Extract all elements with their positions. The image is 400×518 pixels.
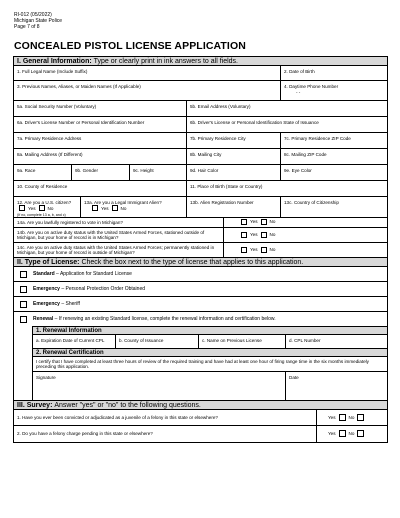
license-number-field[interactable]: [14, 117, 187, 132]
option-name: Standard: [33, 271, 55, 277]
county-of-residence-field[interactable]: [14, 181, 187, 196]
field-label: 14b. Are you on active duty status with the United States Armed Forces, stationed outside of Michigan, but your home of record is in Michigan?: [17, 230, 205, 241]
field-label: 8b. Mailing City: [190, 152, 222, 157]
page-number: Page 7 of 8: [14, 24, 40, 30]
date-field[interactable]: [286, 372, 387, 400]
option-label: [33, 316, 276, 322]
mailing-address-field[interactable]: [14, 149, 187, 164]
field-label: 3. Previous Names, Aliases, or Maiden Names (If Applicable): [17, 84, 141, 89]
hair-color-field[interactable]: [187, 165, 281, 180]
license-state-field[interactable]: [187, 117, 387, 132]
form-row: [14, 117, 387, 133]
field-label: b. County of Issuance: [119, 338, 164, 343]
renewal-checkbox[interactable]: [20, 316, 27, 323]
immigrant-yes-checkbox[interactable]: [92, 205, 98, 211]
field-label: Date: [289, 375, 299, 380]
form-row: [14, 165, 387, 181]
no-label: No: [120, 205, 127, 211]
field-label: 9a. Race: [17, 168, 36, 173]
field-label: 9d. Hair Color: [190, 168, 219, 173]
citizen-note: (If no, complete 13 a, b, and c): [17, 212, 66, 217]
primary-address-field[interactable]: [14, 133, 187, 148]
cpl-number-field[interactable]: [286, 335, 387, 348]
section-heading: I. General Information:: [17, 58, 92, 65]
emergency-ppo-checkbox[interactable]: [20, 286, 27, 293]
field-label: c. Name on Previous License: [202, 338, 262, 343]
active-duty-outside-question: [14, 228, 224, 242]
expiration-date-field[interactable]: [33, 335, 116, 348]
yes-label: Yes: [328, 414, 336, 420]
form-title: CONCEALED PISTOL LICENSE APPLICATION: [14, 40, 246, 52]
field-label: 14a. Are you lawfully registered to vote in Michigan?: [17, 220, 123, 225]
no-label: No: [269, 232, 276, 238]
no-label: No: [348, 414, 355, 420]
field-label: 2. Date of Birth: [284, 69, 315, 74]
field-label: 1. Full Legal Name (Include Suffix): [17, 69, 88, 74]
yes-label: Yes: [101, 205, 109, 211]
renewal-block: [14, 326, 387, 401]
section-license-type-header: [14, 258, 387, 267]
primary-zip-field[interactable]: [281, 133, 387, 148]
date-of-birth-field[interactable]: [281, 66, 387, 80]
option-name: Emergency: [33, 286, 60, 292]
active-duty-inside-question: [14, 243, 224, 257]
active-duty-outside-answer: [224, 228, 387, 242]
field-label: 4. Daytime Phone Number: [284, 84, 339, 89]
renewal-certification-header: 2. Renewal Certification: [33, 349, 387, 357]
option-description: – Sheriff: [59, 301, 80, 307]
field-label: 8c. Mailing ZIP Code: [284, 152, 327, 157]
standard-license-checkbox[interactable]: [20, 271, 27, 278]
question-text: 1. Have you ever been convicted or adjudicated as a juvenile of a felony in this state or elsewhere?: [17, 415, 218, 420]
license-option-emergency-ppo: [14, 282, 387, 297]
eye-color-field[interactable]: [281, 165, 387, 180]
no-label: No: [269, 219, 276, 225]
citizen-yes-checkbox[interactable]: [19, 205, 25, 211]
form-row: [14, 243, 387, 258]
place-of-birth-field[interactable]: [187, 181, 387, 196]
renewal-subform: [32, 326, 387, 400]
section-heading: II. Type of License:: [17, 259, 80, 266]
option-description: – If renewing an existing Standard license, complete the renewal information and certification below.: [53, 316, 276, 322]
field-label: Signature: [36, 375, 56, 380]
previous-names-field[interactable]: [14, 81, 281, 100]
field-label: 13a. Are you a Legal Immigrant Alien?: [84, 200, 162, 205]
section-instruction: Answer "yes" or "no" to the following questions.: [54, 402, 201, 409]
emergency-sheriff-checkbox[interactable]: [20, 301, 27, 308]
us-citizen-question: [14, 197, 81, 217]
yes-label: Yes: [28, 205, 36, 211]
form-row: [14, 66, 387, 81]
field-label: 6b. Driver's License or Personal Identification State of Issuance: [190, 120, 319, 125]
duty-outside-no-checkbox[interactable]: [261, 232, 267, 238]
email-field[interactable]: [187, 101, 387, 116]
vote-no-checkbox[interactable]: [261, 219, 267, 225]
ssn-field[interactable]: [14, 101, 187, 116]
option-name: Emergency: [33, 301, 60, 307]
form-number: RI-012 (05/2022): [14, 12, 52, 18]
field-label: 10. County of Residence: [17, 184, 68, 189]
license-option-emergency-sheriff: [14, 297, 387, 312]
field-label: 11. Place of Birth (State or Country): [190, 184, 263, 189]
survey-answer-2: [317, 426, 387, 442]
option-label: [33, 301, 80, 307]
survey-question-1: [14, 410, 317, 425]
form-row: [14, 228, 387, 243]
option-description: – Personal Protection Order Obtained: [59, 286, 146, 292]
form-row: [14, 426, 387, 442]
vote-yes-checkbox[interactable]: [241, 219, 247, 225]
mailing-zip-field[interactable]: [281, 149, 387, 164]
phone-separators: - -: [296, 90, 301, 96]
active-duty-inside-answer: [224, 243, 387, 257]
field-label: 9e. Eye Color: [284, 168, 312, 173]
field-label: 9b. Gender: [75, 168, 98, 173]
survey-question-2: [14, 426, 317, 442]
legal-immigrant-question: [81, 197, 187, 217]
field-label: 12. Are you a U.S. citizen?: [17, 200, 72, 205]
primary-city-field[interactable]: [187, 133, 281, 148]
field-label: d. CPL Number: [289, 338, 321, 343]
renewal-information-header: 1. Renewal Information: [33, 327, 387, 335]
height-field[interactable]: [130, 165, 187, 180]
section-general-information-header: [14, 57, 387, 66]
no-label: No: [47, 205, 54, 211]
yes-label: Yes: [250, 232, 258, 238]
section-heading: III. Survey:: [17, 402, 53, 409]
yes-label: Yes: [250, 247, 258, 253]
no-label: No: [269, 247, 276, 253]
question-text: 2. Do you have a felony charge pending in this state or elsewhere?: [17, 431, 153, 436]
form-row: [33, 372, 387, 400]
field-label: 13b. Alien Registration Number: [190, 200, 254, 205]
signature-field[interactable]: [33, 372, 286, 400]
full-legal-name-field[interactable]: [14, 66, 281, 80]
application-form: [13, 56, 388, 443]
license-option-standard: [14, 267, 387, 282]
form-row: [14, 197, 387, 218]
option-label: [33, 271, 132, 277]
form-row: [14, 101, 387, 117]
field-label: 7b. Primary Residence City: [190, 136, 246, 141]
field-label: 8a. Mailing Address (If Different): [17, 152, 83, 157]
form-row: [14, 149, 387, 165]
yes-label: Yes: [328, 430, 336, 436]
option-description: – Application for Standard License: [54, 271, 132, 277]
name-on-previous-license-field[interactable]: [199, 335, 286, 348]
yes-label: Yes: [250, 219, 258, 225]
option-name: Renewal: [33, 316, 54, 322]
country-of-citizenship-field[interactable]: [281, 197, 387, 217]
form-row: [14, 410, 387, 426]
field-label: 9c. Height: [133, 168, 154, 173]
immigrant-no-checkbox[interactable]: [112, 205, 118, 211]
form-row: [33, 335, 387, 349]
section-survey-header: [14, 401, 387, 410]
certification-text: I certify that I have completed at least three hours of review of the required training and have had at least one hour of firing range time in the six months immediately preceding this application.: [36, 359, 369, 370]
survey-2-no-checkbox[interactable]: [357, 430, 364, 437]
form-row: [14, 133, 387, 149]
no-label: No: [348, 430, 355, 436]
field-label: a. Expiration Date of Current CPL: [36, 338, 105, 343]
duty-inside-no-checkbox[interactable]: [261, 247, 267, 253]
form-row: [33, 357, 387, 372]
survey-2-yes-checkbox[interactable]: [339, 430, 346, 437]
field-label: 5a. Social Security Number (Voluntary): [17, 104, 97, 109]
vote-registration-answer: [224, 218, 387, 227]
form-row: [14, 181, 387, 197]
form-row: [14, 81, 387, 101]
daytime-phone-field[interactable]: [281, 81, 387, 100]
survey-1-no-checkbox[interactable]: [357, 414, 364, 421]
gender-field[interactable]: [72, 165, 130, 180]
duty-inside-yes-checkbox[interactable]: [241, 247, 247, 253]
survey-1-yes-checkbox[interactable]: [339, 414, 346, 421]
survey-answer-1: [317, 410, 387, 425]
citizen-no-checkbox[interactable]: [39, 205, 45, 211]
county-of-issuance-field[interactable]: [116, 335, 199, 348]
agency-name: Michigan State Police: [14, 18, 63, 24]
field-label: 14c. Are you on active duty status with the United States Armed Forces; permanently stationed in Michigan, but your home of record is outside of Michigan?: [17, 245, 215, 256]
field-label: 13c. Country of Citizenship: [284, 200, 339, 205]
form-header: [14, 12, 62, 30]
duty-outside-yes-checkbox[interactable]: [241, 232, 247, 238]
field-label: 7c. Primary Residence ZIP Code: [284, 136, 351, 141]
field-label: 6a. Driver's License Number or Personal Identification Number: [17, 120, 145, 125]
section-instruction: Type or clearly print in ink answers to all fields.: [93, 58, 238, 65]
vote-registration-question: [14, 218, 224, 227]
section-instruction: Check the box next to the type of license that applies to this application.: [81, 259, 304, 266]
field-label: 5b. Email Address (Voluntary): [190, 104, 251, 109]
race-field[interactable]: [14, 165, 72, 180]
alien-registration-field[interactable]: [187, 197, 281, 217]
field-label: 7a. Primary Residence Address: [17, 136, 82, 141]
mailing-city-field[interactable]: [187, 149, 281, 164]
license-option-renewal: [14, 312, 387, 326]
form-row: [14, 218, 387, 228]
option-label: [33, 286, 145, 292]
